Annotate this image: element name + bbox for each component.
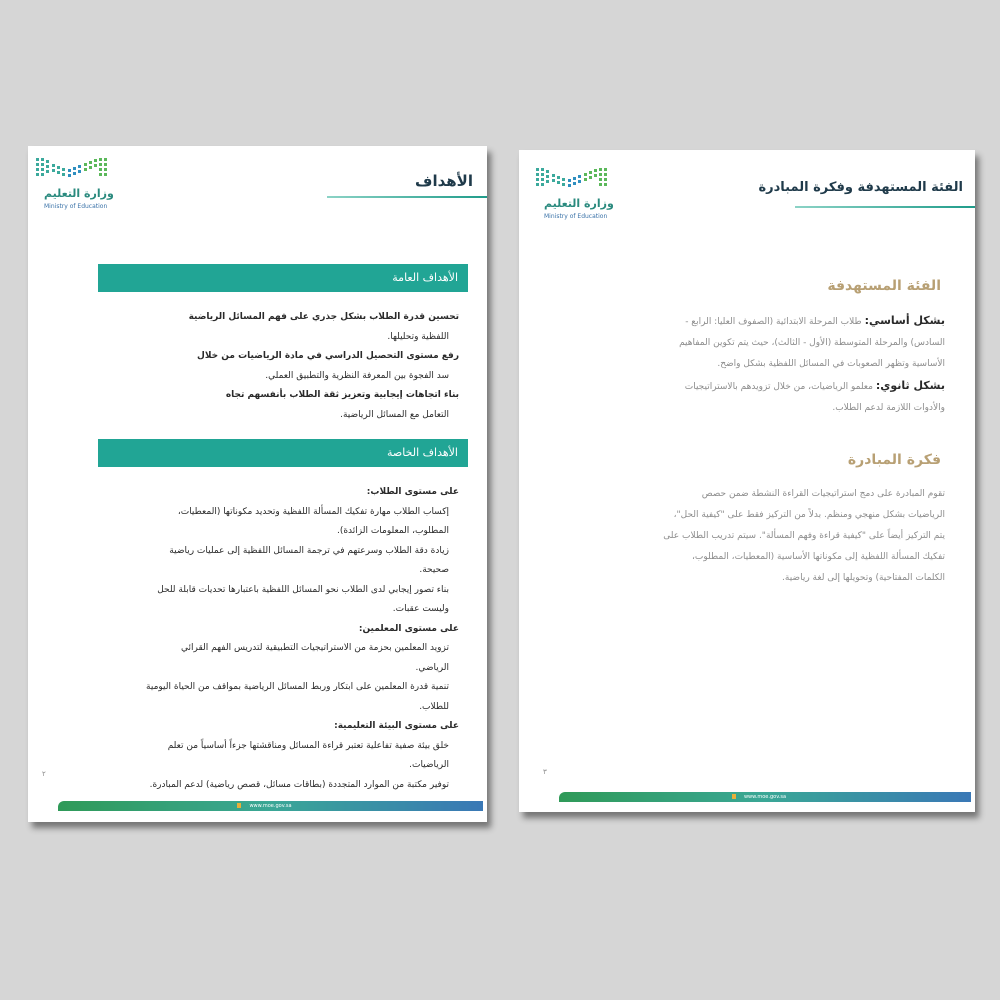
page-footer-bar bbox=[559, 792, 971, 802]
ministry-logo-icon bbox=[34, 154, 114, 186]
specific-goal-line: خلق بيئة صفية تفاعلية تعتبر قراءة المسائل ومناقشتها جزءاً أساسياً من تعلم bbox=[167, 740, 449, 751]
footer-mark-icon bbox=[732, 794, 736, 799]
specific-goal-line: للطلاب. bbox=[419, 701, 449, 712]
document-page-target-and-idea bbox=[519, 150, 975, 812]
specific-goals-list bbox=[79, 483, 459, 795]
specific-goal-line: توفير مكتبة من الموارد المتجددة (بطاقات مسائل، قصص رياضية) لدعم المبادرة. bbox=[149, 779, 449, 790]
page-number: ٢ bbox=[42, 770, 46, 778]
general-goal-line: رفع مستوى التحصيل الدراسي في مادة الرياضيات من خلال bbox=[197, 351, 459, 361]
environment-level-heading: على مستوى البيئة التعليمية: bbox=[334, 721, 459, 731]
teachers-level-heading: على مستوى المعلمين: bbox=[358, 623, 459, 634]
specific-goal-line: الرياضي. bbox=[415, 662, 449, 673]
general-goal-line: اللفظية وتحليلها. bbox=[387, 331, 449, 342]
idea-line: يتم التركيز أيضاً على "كيفية قراءة وفهم المسألة". سيتم تدريب الطلاب على bbox=[663, 531, 945, 541]
ministry-logo-arabic: وزارة التعليم bbox=[44, 187, 114, 200]
idea-line: تفكيك المسألة اللفظية إلى مكوناتها الأساسية (المعطيات، المطلوب، bbox=[691, 552, 945, 562]
general-goal-line: التعامل مع المسائل الرياضية. bbox=[340, 409, 449, 420]
footer-mark-icon bbox=[237, 803, 241, 808]
title-underline bbox=[327, 196, 487, 198]
specific-goal-line: إكساب الطلاب مهارة تفكيك المسألة اللفظية وتحديد مكوناتها (المعطيات، bbox=[177, 506, 449, 517]
general-goals-list bbox=[79, 308, 459, 425]
specific-goal-line: صحيحة. bbox=[419, 565, 449, 575]
ministry-logo-english: Ministry of Education bbox=[544, 213, 608, 220]
general-goal-line: بناء اتجاهات إيجابية وتعزيز ثقة الطلاب بأنفسهم تجاه bbox=[225, 390, 459, 400]
general-goal-line: سد الفجوة بين المعرفة النظرية والتطبيق العملي. bbox=[265, 370, 449, 381]
target-line: طلاب المرحلة الابتدائية (الصفوف العليا: الرابع - bbox=[685, 317, 862, 327]
footer-url: www.moe.gov.sa bbox=[249, 803, 292, 809]
ministry-logo-arabic: وزارة التعليم bbox=[544, 197, 614, 210]
page-footer-bar bbox=[58, 801, 483, 811]
footer-url: www.moe.gov.sa bbox=[743, 794, 787, 800]
specific-goal-line: بناء تصور إيجابي لدى الطلاب نحو المسائل اللفظية باعتبارها تحديات قابلة للحل bbox=[157, 584, 449, 595]
secondary-target-label: بشكل ثانوي: bbox=[875, 379, 945, 392]
page-number: ٣ bbox=[543, 768, 547, 776]
initiative-idea-text bbox=[539, 484, 945, 589]
idea-line: تقوم المبادرة على دمج استراتيجيات القراءة النشطة ضمن حصص bbox=[701, 489, 945, 499]
target-group-text bbox=[539, 310, 945, 419]
specific-goal-line: تنمية قدرة المعلمين على ابتكار وربط المسائل الرياضية بمواقف من الحياة اليومية bbox=[146, 682, 449, 692]
target-line: معلمو الرياضيات، من خلال تزويدهم بالاستراتيجيات bbox=[684, 382, 873, 392]
general-goal-line: تحسين قدرة الطلاب بشكل جذري على فهم المسائل الرياضية bbox=[188, 312, 459, 322]
target-line: السادس) والمرحلة المتوسطة (الأول - الثالث)، حيث يتم تكوين المفاهيم bbox=[679, 338, 945, 348]
specific-goal-line: الرياضيات. bbox=[409, 760, 449, 770]
page-title: الفئة المستهدفة وفكرة المبادرة bbox=[758, 180, 963, 195]
specific-goals-heading: الأهداف الخاصة bbox=[98, 439, 468, 467]
specific-goal-line: وليست عقبات. bbox=[392, 604, 449, 614]
idea-line: الرياضيات بشكل منهجي ومنظم. بدلاً من التركيز فقط على "كيفية الحل"، bbox=[673, 510, 945, 520]
target-line: والأدوات اللازمة لدعم الطلاب. bbox=[832, 403, 945, 413]
students-level-heading: على مستوى الطلاب: bbox=[366, 487, 459, 497]
page-title: الأهداف bbox=[415, 172, 473, 190]
ministry-logo bbox=[34, 154, 124, 212]
target-line: الأساسية وتظهر الصعوبات في المسائل اللفظية بشكل واضح. bbox=[717, 359, 945, 369]
idea-line: الكلمات المفتاحية) وتحويلها إلى لغة رياضية. bbox=[782, 573, 945, 583]
specific-goal-line: المطلوب، المعلومات الزائدة). bbox=[336, 526, 449, 536]
ministry-logo-icon bbox=[534, 164, 614, 196]
document-page-goals bbox=[28, 146, 487, 822]
general-goals-heading: الأهداف العامة bbox=[98, 264, 468, 292]
ministry-logo bbox=[534, 164, 624, 222]
primary-target-label: بشكل أساسي: bbox=[864, 314, 945, 327]
ministry-logo-english: Ministry of Education bbox=[44, 203, 108, 210]
specific-goal-line: تزويد المعلمين بحزمة من الاستراتيجيات التطبيقية لتدريس الفهم القرائي bbox=[181, 643, 449, 653]
title-underline bbox=[795, 206, 975, 208]
initiative-idea-heading: فكرة المبادرة bbox=[847, 452, 941, 468]
specific-goal-line: زيادة دقة الطلاب وسرعتهم في ترجمة المسائل اللفظية إلى عمليات رياضية bbox=[169, 545, 449, 556]
target-group-heading: الفئة المستهدفة bbox=[827, 278, 941, 294]
